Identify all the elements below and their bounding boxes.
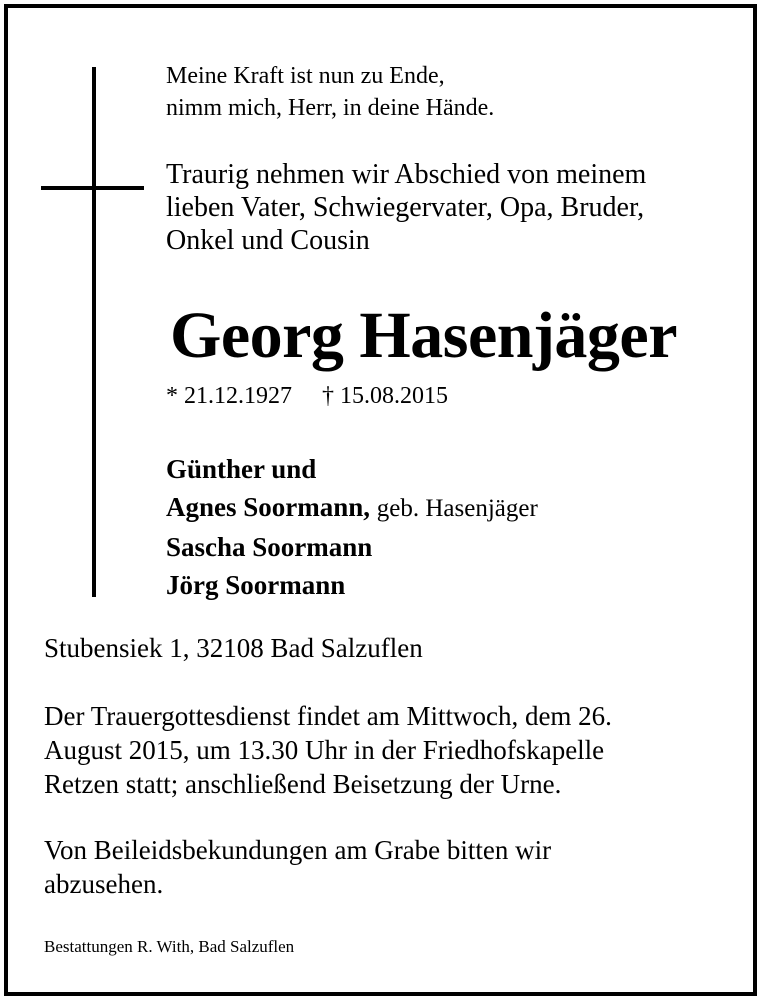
service-notice [44, 699, 612, 801]
cross-vertical-bar [92, 67, 96, 597]
mourner-name: Günther und [166, 454, 317, 484]
service-line: Der Trauergottesdienst findet am Mittwoch, dem 26. [44, 701, 612, 731]
intro-line: lieben Vater, Schwiegervater, Opa, Bruder, [166, 192, 645, 223]
cross-horizontal-bar [41, 186, 144, 190]
life-dates [166, 380, 448, 412]
birth-date: * 21.12.1927 [166, 383, 292, 409]
intro-line: Traurig nehmen wir Abschied von meinem [166, 159, 647, 190]
service-line: August 2015, um 13.30 Uhr in der Friedhofskapelle [44, 735, 605, 765]
mourner-name: Agnes Soormann, [166, 492, 371, 522]
service-line: Retzen statt; anschließend Beisetzung der Urne. [44, 769, 562, 799]
family-address: Stubensiek 1, 32108 Bad Salzuflen [44, 633, 423, 663]
maiden-name-note: geb. Hasenjäger [376, 495, 538, 522]
intro-line: Onkel und Cousin [166, 225, 370, 256]
undertaker-credit: Bestattungen R. With, Bad Salzuflen [44, 937, 295, 956]
mourners-list [166, 450, 538, 604]
mourner-name: Sascha Soormann [166, 532, 373, 562]
death-date: † 15.08.2015 [322, 383, 448, 409]
deceased-name: Georg Hasenjäger [170, 299, 678, 372]
verse-line: nimm mich, Herr, in deine Hände. [166, 95, 495, 121]
verse-line: Meine Kraft ist nun zu Ende, [166, 63, 445, 89]
mourner-name: Jörg Soormann [166, 570, 346, 600]
verse [166, 60, 494, 124]
condolence-note [44, 833, 551, 901]
condolence-line: abzusehen. [44, 869, 164, 899]
farewell-intro [166, 158, 646, 257]
condolence-line: Von Beileidsbekundungen am Grabe bitten wir [44, 835, 552, 865]
